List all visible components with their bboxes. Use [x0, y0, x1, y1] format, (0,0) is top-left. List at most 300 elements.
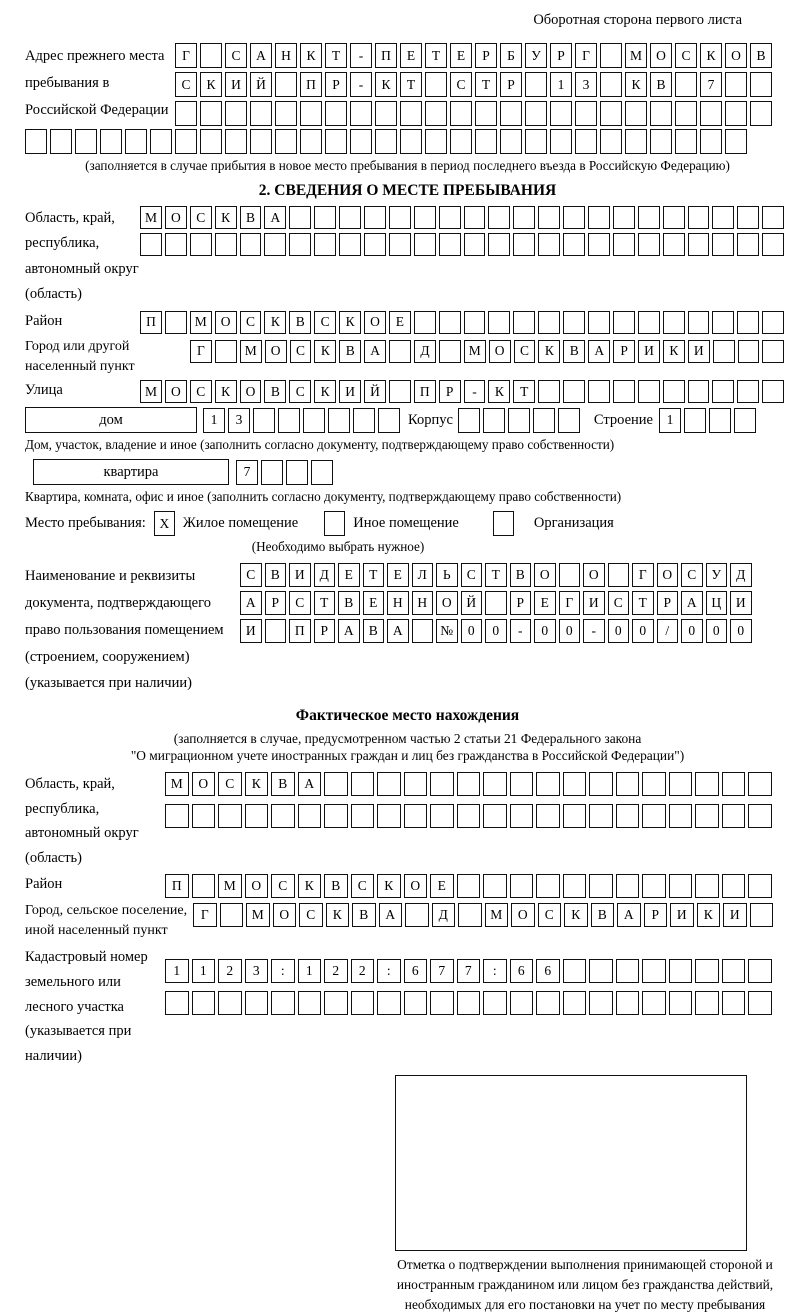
- char-box[interactable]: [405, 903, 429, 927]
- char-box[interactable]: [725, 72, 747, 97]
- char-box[interactable]: [558, 408, 580, 433]
- char-box[interactable]: [400, 101, 422, 126]
- char-box[interactable]: П: [300, 72, 322, 97]
- char-box[interactable]: А: [298, 772, 322, 796]
- char-box[interactable]: [669, 804, 693, 828]
- char-box[interactable]: [669, 991, 693, 1015]
- char-box[interactable]: [225, 129, 247, 154]
- char-box[interactable]: К: [697, 903, 721, 927]
- char-box[interactable]: Г: [193, 903, 217, 927]
- char-box[interactable]: В: [240, 206, 262, 229]
- char-box[interactable]: И: [723, 903, 747, 927]
- char-box[interactable]: [389, 233, 411, 256]
- char-box[interactable]: [563, 772, 587, 796]
- char-box[interactable]: Т: [475, 72, 497, 97]
- char-box[interactable]: [325, 101, 347, 126]
- char-box[interactable]: Н: [412, 591, 434, 615]
- char-box[interactable]: [675, 72, 697, 97]
- char-box[interactable]: [314, 233, 336, 256]
- char-box[interactable]: [762, 206, 784, 229]
- char-box[interactable]: [190, 233, 212, 256]
- char-box[interactable]: М: [485, 903, 509, 927]
- char-box[interactable]: [275, 72, 297, 97]
- char-box[interactable]: [737, 380, 759, 403]
- char-box[interactable]: [762, 340, 784, 363]
- char-box[interactable]: [642, 959, 666, 983]
- char-box[interactable]: [351, 804, 375, 828]
- char-box[interactable]: -: [350, 72, 372, 97]
- char-box[interactable]: [559, 563, 581, 587]
- char-box[interactable]: Т: [314, 591, 336, 615]
- char-box[interactable]: В: [750, 43, 772, 68]
- char-box[interactable]: [669, 772, 693, 796]
- char-box[interactable]: [50, 129, 72, 154]
- char-box[interactable]: [271, 804, 295, 828]
- char-box[interactable]: [642, 874, 666, 898]
- char-box[interactable]: Р: [510, 591, 532, 615]
- char-box[interactable]: [510, 772, 534, 796]
- char-box[interactable]: [404, 991, 428, 1015]
- char-box[interactable]: [536, 991, 560, 1015]
- char-box[interactable]: [722, 991, 746, 1015]
- char-box[interactable]: А: [250, 43, 272, 68]
- char-box[interactable]: 0: [706, 619, 728, 643]
- char-box[interactable]: В: [339, 340, 361, 363]
- char-box[interactable]: О: [265, 340, 287, 363]
- char-box[interactable]: Т: [400, 72, 422, 97]
- char-box[interactable]: -: [510, 619, 532, 643]
- char-box[interactable]: [245, 804, 269, 828]
- char-box[interactable]: О: [650, 43, 672, 68]
- char-box[interactable]: [712, 206, 734, 229]
- char-box[interactable]: [215, 340, 237, 363]
- char-box[interactable]: [510, 804, 534, 828]
- char-box[interactable]: [695, 772, 719, 796]
- char-box[interactable]: [525, 101, 547, 126]
- char-box[interactable]: [250, 129, 272, 154]
- char-box[interactable]: [550, 101, 572, 126]
- char-box[interactable]: Р: [550, 43, 572, 68]
- char-box[interactable]: [165, 311, 187, 334]
- char-box[interactable]: А: [379, 903, 403, 927]
- char-box[interactable]: И: [225, 72, 247, 97]
- char-box[interactable]: [513, 311, 535, 334]
- char-box[interactable]: [220, 903, 244, 927]
- char-box[interactable]: [638, 206, 660, 229]
- char-box[interactable]: [616, 874, 640, 898]
- char-box[interactable]: [695, 991, 719, 1015]
- char-box[interactable]: [616, 959, 640, 983]
- char-box[interactable]: [642, 804, 666, 828]
- char-box[interactable]: С: [225, 43, 247, 68]
- char-box[interactable]: [588, 233, 610, 256]
- char-box[interactable]: Р: [657, 591, 679, 615]
- char-box[interactable]: [439, 233, 461, 256]
- char-box[interactable]: Т: [425, 43, 447, 68]
- char-box[interactable]: [525, 129, 547, 154]
- char-box[interactable]: С: [608, 591, 630, 615]
- char-box[interactable]: [275, 101, 297, 126]
- char-box[interactable]: Г: [575, 43, 597, 68]
- char-box[interactable]: Е: [430, 874, 454, 898]
- char-box[interactable]: В: [591, 903, 615, 927]
- char-box[interactable]: 7: [457, 959, 481, 983]
- char-box[interactable]: [364, 233, 386, 256]
- char-box[interactable]: [464, 206, 486, 229]
- char-box[interactable]: Т: [513, 380, 535, 403]
- char-box[interactable]: Л: [412, 563, 434, 587]
- char-box[interactable]: В: [265, 563, 287, 587]
- char-box[interactable]: С: [514, 340, 536, 363]
- char-box[interactable]: [404, 772, 428, 796]
- char-box[interactable]: -: [583, 619, 605, 643]
- char-box[interactable]: [616, 772, 640, 796]
- char-box[interactable]: М: [240, 340, 262, 363]
- char-box[interactable]: [722, 959, 746, 983]
- char-box[interactable]: [642, 772, 666, 796]
- char-box[interactable]: А: [588, 340, 610, 363]
- char-box[interactable]: [613, 311, 635, 334]
- char-box[interactable]: М: [190, 311, 212, 334]
- char-box[interactable]: [734, 408, 756, 433]
- char-box[interactable]: Е: [389, 311, 411, 334]
- char-box[interactable]: О: [534, 563, 556, 587]
- char-box[interactable]: К: [215, 206, 237, 229]
- char-box[interactable]: Т: [485, 563, 507, 587]
- char-box[interactable]: Е: [338, 563, 360, 587]
- char-box[interactable]: -: [464, 380, 486, 403]
- char-box[interactable]: [457, 772, 481, 796]
- char-box[interactable]: [439, 311, 461, 334]
- char-box[interactable]: [75, 129, 97, 154]
- char-box[interactable]: Е: [400, 43, 422, 68]
- char-box[interactable]: [613, 380, 635, 403]
- char-box[interactable]: С: [175, 72, 197, 97]
- char-box[interactable]: К: [663, 340, 685, 363]
- char-box[interactable]: [430, 772, 454, 796]
- char-box[interactable]: [750, 101, 772, 126]
- char-box[interactable]: В: [352, 903, 376, 927]
- char-box[interactable]: [538, 206, 560, 229]
- char-box[interactable]: [389, 380, 411, 403]
- char-box[interactable]: О: [511, 903, 535, 927]
- char-box[interactable]: [563, 804, 587, 828]
- char-box[interactable]: Ь: [436, 563, 458, 587]
- char-box[interactable]: [483, 408, 505, 433]
- char-box[interactable]: Й: [461, 591, 483, 615]
- char-box[interactable]: Р: [439, 380, 461, 403]
- char-box[interactable]: 2: [351, 959, 375, 983]
- char-box[interactable]: [608, 563, 630, 587]
- char-box[interactable]: [324, 991, 348, 1015]
- char-box[interactable]: [25, 129, 47, 154]
- char-box[interactable]: [218, 991, 242, 1015]
- char-box[interactable]: С: [289, 591, 311, 615]
- char-box[interactable]: [675, 101, 697, 126]
- char-box[interactable]: [175, 101, 197, 126]
- char-box[interactable]: 7: [236, 460, 258, 485]
- char-box[interactable]: 1: [203, 408, 225, 433]
- char-box[interactable]: Т: [325, 43, 347, 68]
- char-box[interactable]: И: [638, 340, 660, 363]
- char-box[interactable]: [613, 206, 635, 229]
- checkbox-residential[interactable]: X: [154, 511, 175, 536]
- char-box[interactable]: [488, 311, 510, 334]
- char-box[interactable]: Р: [314, 619, 336, 643]
- char-box[interactable]: О: [273, 903, 297, 927]
- char-box[interactable]: [600, 72, 622, 97]
- char-box[interactable]: [439, 340, 461, 363]
- char-box[interactable]: [737, 311, 759, 334]
- char-box[interactable]: [695, 804, 719, 828]
- char-box[interactable]: [700, 101, 722, 126]
- char-box[interactable]: Н: [275, 43, 297, 68]
- char-box[interactable]: В: [264, 380, 286, 403]
- char-box[interactable]: [375, 129, 397, 154]
- char-box[interactable]: М: [625, 43, 647, 68]
- char-box[interactable]: С: [299, 903, 323, 927]
- char-box[interactable]: [713, 340, 735, 363]
- char-box[interactable]: [642, 991, 666, 1015]
- char-box[interactable]: К: [377, 874, 401, 898]
- char-box[interactable]: К: [326, 903, 350, 927]
- char-box[interactable]: 6: [536, 959, 560, 983]
- char-box[interactable]: 0: [681, 619, 703, 643]
- char-box[interactable]: [414, 206, 436, 229]
- char-box[interactable]: [695, 874, 719, 898]
- char-box[interactable]: [430, 804, 454, 828]
- char-box[interactable]: [550, 129, 572, 154]
- char-box[interactable]: Д: [414, 340, 436, 363]
- flat-type-box[interactable]: квартира: [33, 459, 229, 485]
- char-box[interactable]: [525, 72, 547, 97]
- char-box[interactable]: №: [436, 619, 458, 643]
- char-box[interactable]: [483, 874, 507, 898]
- char-box[interactable]: [625, 129, 647, 154]
- char-box[interactable]: А: [364, 340, 386, 363]
- char-box[interactable]: [513, 233, 535, 256]
- char-box[interactable]: 1: [659, 408, 681, 433]
- char-box[interactable]: А: [264, 206, 286, 229]
- char-box[interactable]: [483, 804, 507, 828]
- char-box[interactable]: С: [289, 380, 311, 403]
- char-box[interactable]: [538, 311, 560, 334]
- char-box[interactable]: [589, 991, 613, 1015]
- char-box[interactable]: [513, 206, 535, 229]
- char-box[interactable]: [298, 804, 322, 828]
- char-box[interactable]: [150, 129, 172, 154]
- char-box[interactable]: [165, 233, 187, 256]
- char-box[interactable]: Р: [325, 72, 347, 97]
- char-box[interactable]: [563, 311, 585, 334]
- char-box[interactable]: П: [414, 380, 436, 403]
- char-box[interactable]: К: [488, 380, 510, 403]
- char-box[interactable]: [737, 206, 759, 229]
- char-box[interactable]: Т: [363, 563, 385, 587]
- char-box[interactable]: [425, 72, 447, 97]
- char-box[interactable]: 1: [165, 959, 189, 983]
- char-box[interactable]: И: [583, 591, 605, 615]
- char-box[interactable]: О: [215, 311, 237, 334]
- char-box[interactable]: [700, 129, 722, 154]
- char-box[interactable]: Ц: [706, 591, 728, 615]
- char-box[interactable]: [314, 206, 336, 229]
- char-box[interactable]: [325, 129, 347, 154]
- char-box[interactable]: [563, 206, 585, 229]
- char-box[interactable]: 7: [430, 959, 454, 983]
- char-box[interactable]: С: [271, 874, 295, 898]
- char-box[interactable]: [725, 129, 747, 154]
- char-box[interactable]: [536, 772, 560, 796]
- char-box[interactable]: [192, 804, 216, 828]
- char-box[interactable]: [575, 101, 597, 126]
- char-box[interactable]: К: [298, 874, 322, 898]
- char-box[interactable]: [613, 233, 635, 256]
- char-box[interactable]: [350, 101, 372, 126]
- char-box[interactable]: [350, 129, 372, 154]
- char-box[interactable]: И: [670, 903, 694, 927]
- char-box[interactable]: Е: [363, 591, 385, 615]
- checkbox-organization[interactable]: [493, 511, 514, 536]
- char-box[interactable]: В: [510, 563, 532, 587]
- char-box[interactable]: К: [625, 72, 647, 97]
- char-box[interactable]: [748, 874, 772, 898]
- char-box[interactable]: 0: [485, 619, 507, 643]
- char-box[interactable]: 2: [324, 959, 348, 983]
- char-box[interactable]: [500, 101, 522, 126]
- char-box[interactable]: Г: [559, 591, 581, 615]
- char-box[interactable]: 0: [534, 619, 556, 643]
- char-box[interactable]: [588, 311, 610, 334]
- char-box[interactable]: 3: [575, 72, 597, 97]
- char-box[interactable]: М: [218, 874, 242, 898]
- char-box[interactable]: В: [563, 340, 585, 363]
- char-box[interactable]: Й: [250, 72, 272, 97]
- char-box[interactable]: [389, 206, 411, 229]
- char-box[interactable]: 2: [218, 959, 242, 983]
- char-box[interactable]: Й: [364, 380, 386, 403]
- char-box[interactable]: [488, 233, 510, 256]
- char-box[interactable]: С: [290, 340, 312, 363]
- char-box[interactable]: Р: [265, 591, 287, 615]
- char-box[interactable]: [748, 772, 772, 796]
- checkbox-other-premises[interactable]: [324, 511, 345, 536]
- char-box[interactable]: [389, 340, 411, 363]
- char-box[interactable]: [414, 233, 436, 256]
- char-box[interactable]: В: [650, 72, 672, 97]
- char-box[interactable]: О: [192, 772, 216, 796]
- char-box[interactable]: [688, 233, 710, 256]
- char-box[interactable]: [536, 874, 560, 898]
- char-box[interactable]: Д: [314, 563, 336, 587]
- char-box[interactable]: [563, 233, 585, 256]
- char-box[interactable]: [589, 874, 613, 898]
- char-box[interactable]: [669, 874, 693, 898]
- char-box[interactable]: [339, 206, 361, 229]
- char-box[interactable]: 0: [632, 619, 654, 643]
- char-box[interactable]: С: [190, 380, 212, 403]
- char-box[interactable]: [404, 804, 428, 828]
- char-box[interactable]: [286, 460, 308, 485]
- char-box[interactable]: [485, 591, 507, 615]
- char-box[interactable]: И: [688, 340, 710, 363]
- char-box[interactable]: К: [200, 72, 222, 97]
- char-box[interactable]: [510, 991, 534, 1015]
- char-box[interactable]: [762, 311, 784, 334]
- char-box[interactable]: [712, 233, 734, 256]
- char-box[interactable]: Р: [475, 43, 497, 68]
- char-box[interactable]: [488, 206, 510, 229]
- char-box[interactable]: О: [240, 380, 262, 403]
- char-box[interactable]: И: [730, 591, 752, 615]
- char-box[interactable]: :: [271, 959, 295, 983]
- char-box[interactable]: [684, 408, 706, 433]
- char-box[interactable]: [475, 101, 497, 126]
- char-box[interactable]: [638, 380, 660, 403]
- char-box[interactable]: [265, 619, 287, 643]
- char-box[interactable]: [225, 101, 247, 126]
- char-box[interactable]: С: [450, 72, 472, 97]
- house-type-box[interactable]: дом: [25, 407, 197, 433]
- char-box[interactable]: [538, 380, 560, 403]
- char-box[interactable]: [750, 72, 772, 97]
- char-box[interactable]: [375, 101, 397, 126]
- char-box[interactable]: 6: [510, 959, 534, 983]
- char-box[interactable]: А: [338, 619, 360, 643]
- char-box[interactable]: Е: [387, 563, 409, 587]
- char-box[interactable]: С: [538, 903, 562, 927]
- char-box[interactable]: [663, 206, 685, 229]
- char-box[interactable]: [563, 874, 587, 898]
- char-box[interactable]: В: [363, 619, 385, 643]
- char-box[interactable]: [457, 991, 481, 1015]
- char-box[interactable]: /: [657, 619, 679, 643]
- char-box[interactable]: С: [314, 311, 336, 334]
- char-box[interactable]: [450, 129, 472, 154]
- char-box[interactable]: О: [657, 563, 679, 587]
- char-box[interactable]: [250, 101, 272, 126]
- char-box[interactable]: [533, 408, 555, 433]
- char-box[interactable]: [261, 460, 283, 485]
- char-box[interactable]: [483, 772, 507, 796]
- char-box[interactable]: [536, 804, 560, 828]
- char-box[interactable]: [616, 804, 640, 828]
- char-box[interactable]: [650, 101, 672, 126]
- char-box[interactable]: С: [240, 311, 262, 334]
- char-box[interactable]: [457, 804, 481, 828]
- char-box[interactable]: Г: [190, 340, 212, 363]
- char-box[interactable]: К: [314, 380, 336, 403]
- char-box[interactable]: Г: [175, 43, 197, 68]
- char-box[interactable]: И: [240, 619, 262, 643]
- char-box[interactable]: А: [617, 903, 641, 927]
- char-box[interactable]: [430, 991, 454, 1015]
- char-box[interactable]: Р: [644, 903, 668, 927]
- char-box[interactable]: [200, 43, 222, 68]
- char-box[interactable]: [589, 959, 613, 983]
- char-box[interactable]: [140, 233, 162, 256]
- char-box[interactable]: [192, 991, 216, 1015]
- char-box[interactable]: [275, 129, 297, 154]
- char-box[interactable]: [589, 772, 613, 796]
- char-box[interactable]: М: [165, 772, 189, 796]
- char-box[interactable]: [575, 129, 597, 154]
- char-box[interactable]: [464, 233, 486, 256]
- char-box[interactable]: [458, 408, 480, 433]
- char-box[interactable]: Б: [500, 43, 522, 68]
- char-box[interactable]: 1: [192, 959, 216, 983]
- char-box[interactable]: [351, 772, 375, 796]
